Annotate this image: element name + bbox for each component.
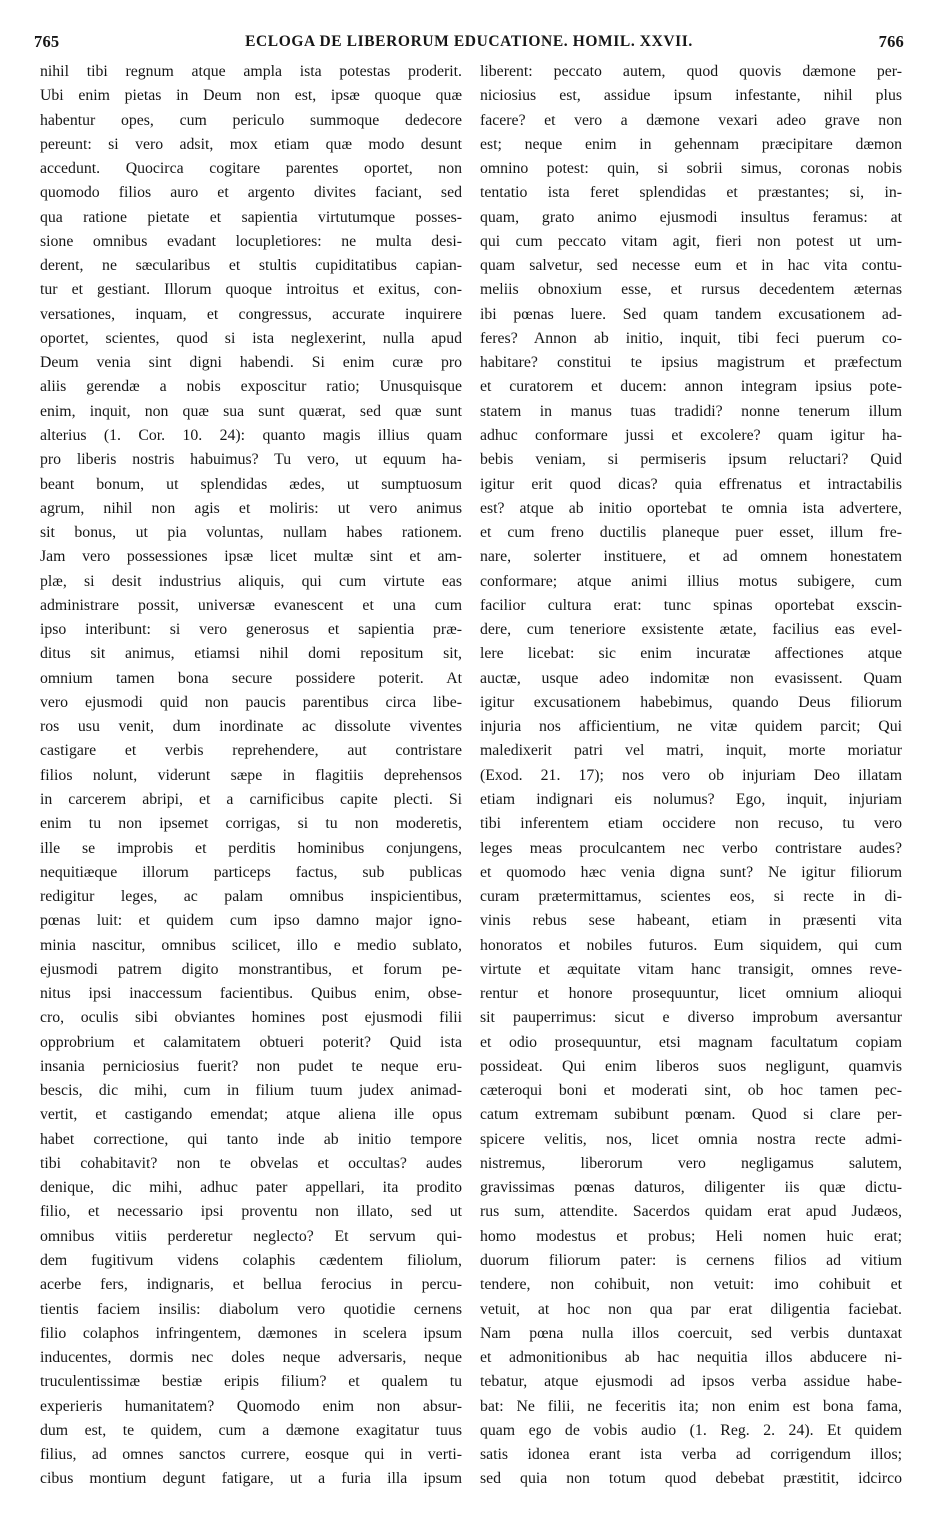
- text-line: est? atque ab initio oportebat te omnia ista advertere,: [480, 499, 902, 517]
- text-line: cibus montium degunt fatigare, ut a furia illa ipsum: [40, 1470, 462, 1488]
- text-line: auctæ, usque adeo indomitæ non evasissent. Quam: [480, 669, 902, 687]
- text-line: qui cum peccato vitam agit, fieri non potest ut um-: [480, 232, 902, 250]
- text-line: conformare; atque animi illius motus subigere, cum: [480, 572, 902, 590]
- text-line: habentur opes, cum periculo summoque dedecore: [40, 111, 462, 129]
- text-line: quam, grato animo ejusmodi insultus feramus: at: [480, 208, 902, 226]
- text-line: alterius (1. Cor. 10. 24): quanto magis illius quam: [40, 426, 462, 444]
- text-line: nitus ipsi inaccessum facientibus. Quibus enim, obse-: [40, 985, 462, 1003]
- text-line: habitare? constitui te ipsius magistrum et præfectum: [480, 354, 902, 372]
- text-line: accedunt. Quocirca cogitare parentes oportet, non: [40, 160, 462, 178]
- text-line: acerbe fers, indignaris, et bellua ferocius in percu-: [40, 1276, 462, 1294]
- text-line: oportet, scientes, quod si ista neglexerint, nulla apud: [40, 329, 462, 347]
- text-line: insania perniciosius fuerit? non pudet te neque eru-: [40, 1057, 462, 1075]
- text-line: bescis, dic mihi, cum in filium tuum judex animad-: [40, 1082, 462, 1100]
- text-line: ibi pœnas luere. Sed quam tandem excusationem ad-: [480, 305, 902, 323]
- text-line: denique, dic mihi, adhuc pater appellari, ita prodito: [40, 1179, 462, 1197]
- text-line: rentur et honore prosequuntur, licet omnium alioqui: [480, 985, 902, 1003]
- text-line: beant bonum, ut splendidas ædes, ut sumptuosum: [40, 475, 462, 493]
- text-line: homo modestus et probus; Heli nomen huic erat;: [480, 1227, 902, 1245]
- text-line: omnino potest: quin, si sobrii simus, coronas nobis: [480, 160, 902, 178]
- text-line: Ubi enim pietas in Deum non est, ipsæ quoque quæ: [40, 87, 462, 105]
- text-line: cæteroqui boni et moderati sint, ob hoc tamen pec-: [480, 1082, 902, 1100]
- text-line: aliis gerendæ a nobis exposcitur ratio; Unusquisque: [40, 378, 462, 396]
- text-line: truculentissimæ bestiæ eripis filium? et qualem tu: [40, 1373, 462, 1391]
- text-line: tentatio ista feret splendidas et præstantes; si, in-: [480, 184, 902, 202]
- text-line: lere licebat: sic enim incuratæ affectiones atque: [480, 645, 902, 663]
- text-line: et admonitionibus ab hac nequitia illos abducere ni-: [480, 1349, 902, 1367]
- text-line: administrare possit, universæ evanescent et una cum: [40, 596, 462, 614]
- left-text-column: [40, 60, 462, 1492]
- text-line: liberent: peccato autem, quod quovis dæmone per-: [480, 63, 902, 80]
- text-line: satis idonea erant ista verba ad corrigendum illos;: [480, 1446, 902, 1464]
- text-line: tibi inferentem etiam occidere non recuso, tu vero: [480, 815, 902, 833]
- right-text-column: [480, 60, 902, 1492]
- text-line: dum est, te quidem, cum a dæmone exagitatur tuus: [40, 1421, 462, 1439]
- text-line: tientis faciem insilis: diabolum vero quotidie cernens: [40, 1300, 462, 1318]
- text-line: pereunt: si vero adsit, mox etiam quæ modo desunt: [40, 135, 462, 153]
- text-line: Jam vero possessiones ipsæ licet multæ sint et am-: [40, 548, 462, 566]
- text-line: tendere, non cohibuit, non vetuit: imo cohibuit et: [480, 1276, 902, 1294]
- text-line: feres? Annon ab initio, inquit, tibi feci puerum co-: [480, 329, 902, 347]
- text-line: inducentes, dormis nec doles neque adversaris, neque: [40, 1349, 462, 1367]
- text-line: filio, et necessario ipsi proventu non illato, sed ut: [40, 1203, 462, 1221]
- text-line: minia nascitur, omnibus scilicet, illo e medio sublato,: [40, 936, 462, 954]
- text-line: possideat. Qui enim liberos suos negligunt, quamvis: [480, 1057, 902, 1075]
- text-line: et curatorem et ducem: annon integram ipsius pote-: [480, 378, 902, 396]
- text-line: quomodo filios auro et argento divites faciant, sed: [40, 184, 462, 202]
- text-line: etiam indignari eis nolumus? Ego, inquit, injuriam: [480, 790, 902, 808]
- text-line: in carcerem abripi, et a carnificibus capite plecti. Si: [40, 790, 462, 808]
- text-line: versationes, inquam, et congressus, accurate inquirere: [40, 305, 462, 323]
- text-line: maledixerit patri vel matri, inquit, morte moriatur: [480, 742, 902, 760]
- text-line: bebis veniam, si permiseris ipsum reluctari? Quid: [480, 451, 902, 469]
- running-header: [30, 30, 908, 54]
- text-line: facilior cultura erat: tunc spinas oportebat exscin-: [480, 596, 902, 614]
- text-line: filio colaphos infringentem, dæmones in scelera ipsum: [40, 1324, 462, 1342]
- text-line: igitur erit quod dicas? quia effrenatus et intractabilis: [480, 475, 902, 493]
- text-line: dem fugitivum videns colaphis cædentem filiolum,: [40, 1252, 462, 1270]
- text-line: nihil tibi regnum atque ampla ista potestas proderit.: [40, 63, 462, 80]
- text-line: duorum filiorum pater: is cernens filios ad vitium: [480, 1252, 902, 1270]
- text-line: curam prætermittamus, scientes eos, si recte in di-: [480, 888, 902, 906]
- text-line: catum extremam subibunt pœnam. Quod si clare per-: [480, 1106, 902, 1124]
- text-line: sit pauperrimus: sicut e diverso improbum aversantur: [480, 1009, 902, 1027]
- text-line: vetuit, at hoc non qua par erat diligentia faciebat.: [480, 1300, 902, 1318]
- text-line: plæ, si desit industrius aliquis, qui cum virtute eas: [40, 572, 462, 590]
- text-line: castigare et verbis reprehendere, aut contristare: [40, 742, 462, 760]
- text-line: spicere velitis, nos, licet omnia nostra recte admi-: [480, 1130, 902, 1148]
- text-line: igitur excusationem habebimus, quando Deus filiorum: [480, 693, 902, 711]
- text-line: tibi cohabitavit? non te obvelas et occultas? audes: [40, 1154, 462, 1172]
- text-line: cro, oculis sibi obviantes homines post ejusmodi filii: [40, 1009, 462, 1027]
- text-line: leges meas proculcantem nec verbo contristare audes?: [480, 839, 902, 857]
- text-line: omnium tamen bona secure possidere poterit. At: [40, 669, 462, 687]
- text-line: Nam pœna nulla illos coercuit, sed verbis duntaxat: [480, 1324, 902, 1342]
- text-line: (Exod. 21. 17); nos vero ob injuriam Deo illatam: [480, 766, 902, 784]
- running-title: ECLOGA DE LIBERORUM EDUCATIONE. HOMIL. XXVII.: [245, 33, 693, 50]
- text-line: Deum venia sint digni habendi. Si enim curæ pro: [40, 354, 462, 372]
- text-line: qua ratione pietate et sapientia virtutumque posses-: [40, 208, 462, 226]
- text-line: et odio prosequuntur, etsi magnam facultatum copiam: [480, 1033, 902, 1051]
- text-line: et cum freno ductilis planeque puer esset, illum fre-: [480, 524, 902, 542]
- text-line: adhuc conformare jussi et excolere? quam igitur ha-: [480, 426, 902, 444]
- text-line: derent, ne sæcularibus et stultis cupiditatibus capian-: [40, 257, 462, 275]
- page-number-left: 765: [34, 32, 60, 51]
- text-line: agrum, nihil non agis et moliris: ut vero animus: [40, 499, 462, 517]
- text-line: ros usu venit, dum inordinate ac dissolute viventes: [40, 718, 462, 736]
- text-line: ille se improbis et perditis hominibus conjungens,: [40, 839, 462, 857]
- text-line: habet correctione, qui tanto inde ab initio tempore: [40, 1130, 462, 1148]
- text-line: ejusmodi patrem digito monstrantibus, et forum pe-: [40, 960, 462, 978]
- text-line: opprobrium et calamitatem obtueri poterit? Quid ista: [40, 1033, 462, 1051]
- text-line: sed quia non totum quod debebat præstitit, idcirco: [480, 1470, 902, 1488]
- text-line: niciosius est, assidue ipsum infestante, nihil plus: [480, 87, 902, 105]
- text-line: experieris humanitatem? Quomodo enim non absur-: [40, 1397, 462, 1415]
- text-line: sione omnibus evadant locupletiores: ne multa desi-: [40, 232, 462, 250]
- text-line: est; neque enim in gehennam præcipitare dæmon: [480, 135, 902, 153]
- text-line: pœnas luit: et quidem cum ipso damno major igno-: [40, 912, 462, 930]
- text-line: honoratos et nobiles futuros. Eum siquidem, qui cum: [480, 936, 902, 954]
- text-line: tebatur, atque ejusmodi ad ipsos verba assidue habe-: [480, 1373, 902, 1391]
- text-line: vero ejusmodi quid non paucis parentibus circa libe-: [40, 693, 462, 711]
- text-line: vertit, et castigando emendat; atque aliena ille opus: [40, 1106, 462, 1124]
- text-line: quam ego de vobis audio (1. Reg. 2. 24). Et quidem: [480, 1421, 902, 1439]
- text-line: ditus sit animus, etiamsi nihil domi repositum sit,: [40, 645, 462, 663]
- text-line: gravissimas pœnas daturos, diligenter iis quæ dictu-: [480, 1179, 902, 1197]
- text-line: bat: Ne filii, ne feceritis ita; non enim est bona fama,: [480, 1397, 902, 1415]
- text-line: enim tu non ipsemet corrigas, si tu non moderetis,: [40, 815, 462, 833]
- text-line: sit bonus, ut pia voluntas, nullam habes rationem.: [40, 524, 462, 542]
- text-line: injuria nos afficientium, ne vitæ quidem parcit; Qui: [480, 718, 902, 736]
- text-line: enim, inquit, non quæ sua sunt quærat, sed quæ sunt: [40, 402, 462, 420]
- text-line: redigitur leges, ac palam omnibus inspicientibus,: [40, 888, 462, 906]
- text-line: nistremus, liberorum vero negligamus salutem,: [480, 1154, 902, 1172]
- text-line: meliis obnoxium esse, et rursus decedentem æternas: [480, 281, 902, 299]
- text-line: vinis rebus sese habeant, etiam in præsenti vita: [480, 912, 902, 930]
- text-line: nare, solerter instituere, et ad omnem honestatem: [480, 548, 902, 566]
- text-line: filios nolunt, viderunt sæpe in flagitiis deprehensos: [40, 766, 462, 784]
- text-line: pro liberis nostris habuimus? Tu vero, ut equum ha-: [40, 451, 462, 469]
- page-number-right: 766: [878, 32, 904, 51]
- text-line: rus sum, attendite. Sacerdos quidam erat apud Judæos,: [480, 1203, 902, 1221]
- text-line: dere, cum teneriore exsistente ætate, facilius eas evel-: [480, 621, 902, 639]
- text-line: tur et gestiant. Illorum quoque introitus et exitus, con-: [40, 281, 462, 299]
- text-line: nequitiæque illorum particeps factus, sub publicas: [40, 863, 462, 881]
- text-line: omnibus vitiis perderetur neglecto? Et servum qui-: [40, 1227, 462, 1245]
- text-line: virtute et æquitate vitam hanc transigit, omnes reve-: [480, 960, 902, 978]
- text-line: ipso interibunt: si vero generosus et sapientia præ-: [40, 621, 462, 639]
- text-line: statem in manus tuas tradidi? nonne tenerum illum: [480, 402, 902, 420]
- text-line: et quomodo hæc venia digna sunt? Ne igitur filiorum: [480, 863, 902, 881]
- text-line: filius, ad omnes sanctos currere, eosque qui in verti-: [40, 1446, 462, 1464]
- text-line: facere? et vero a dæmone vexari adeo grave non: [480, 111, 902, 129]
- text-line: quam salvetur, sed necesse eum et in hac vita contu-: [480, 257, 902, 275]
